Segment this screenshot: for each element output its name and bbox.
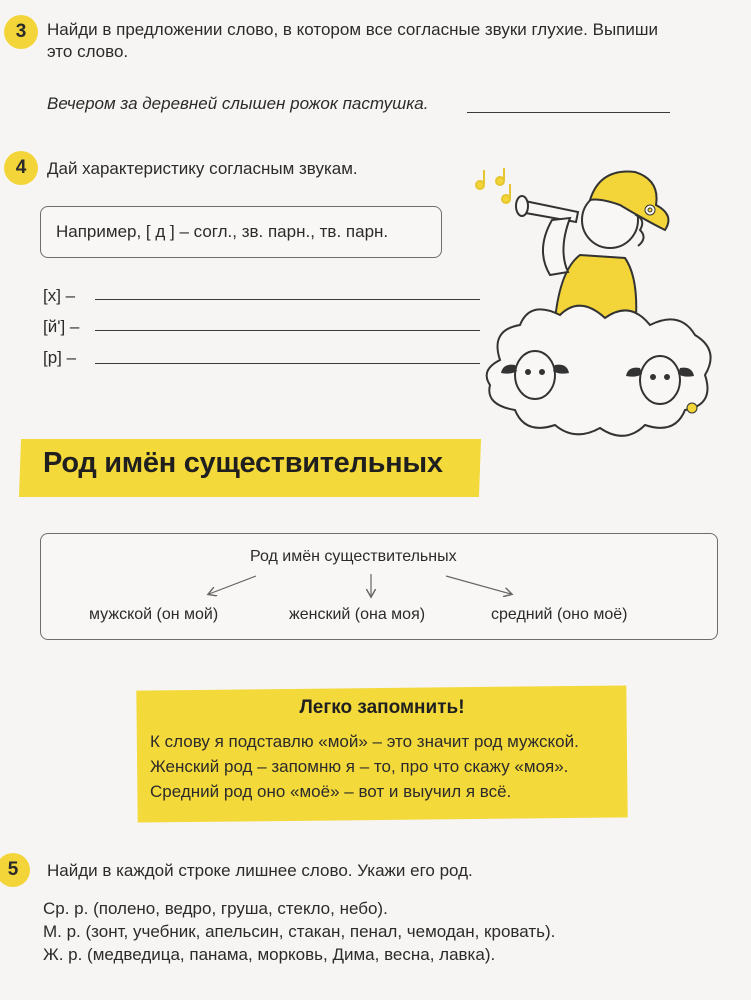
sound-answer-line-j[interactable] bbox=[95, 330, 480, 331]
sound-answer-line-r[interactable] bbox=[95, 363, 480, 364]
rule-line-1: К слову я подставлю «мой» – это значит род мужской. bbox=[150, 732, 579, 751]
diagram-branch-feminine: женский (она моя) bbox=[289, 606, 426, 623]
task-3-instruction bbox=[47, 19, 737, 63]
flower-icon bbox=[645, 205, 655, 215]
music-notes-icon bbox=[476, 168, 510, 203]
sound-label-r: [р] – bbox=[43, 348, 77, 367]
task-5-row-3: Ж. р. (медведица, панама, морковь, Дима, весна, лавка). bbox=[43, 945, 496, 964]
task-3-answer-line[interactable] bbox=[467, 112, 670, 113]
task-5-number: 5 bbox=[0, 853, 30, 887]
shepherd-boy-illustration bbox=[460, 160, 720, 445]
task-5-row-2: М. р. (зонт, учебник, апельсин, стакан, пенал, чемодан, кровать). bbox=[43, 922, 556, 941]
sound-label-j: [й'] – bbox=[43, 317, 80, 336]
task-3-instruction-line2: это слово. bbox=[47, 42, 129, 61]
diagram-root: Род имён существительных bbox=[250, 548, 457, 565]
gender-diagram bbox=[40, 533, 718, 640]
task-4-number: 4 bbox=[4, 151, 38, 185]
diagram-branch-neuter: средний (оно моё) bbox=[491, 606, 628, 623]
sound-answer-line-x[interactable] bbox=[95, 299, 480, 300]
rule-box bbox=[137, 688, 627, 820]
rule-line-3: Средний род оно «моё» – вот и выучил я всё. bbox=[150, 782, 512, 801]
rule-title: Легко запомнить! bbox=[299, 697, 465, 718]
section-title: Род имён существительных bbox=[43, 447, 443, 479]
task-3-number: 3 bbox=[4, 15, 38, 49]
example-box bbox=[40, 206, 442, 258]
task-5-row-1: Ср. р. (полено, ведро, груша, стекло, небо). bbox=[43, 899, 388, 918]
example-text: Например, [ д ] – согл., зв. парн., тв. парн. bbox=[56, 222, 389, 241]
task-3-instruction-line1: Найди в предложении слово, в котором все согласные звуки глухие. Выпиши bbox=[47, 20, 659, 39]
diagram-branch-masculine: мужской (он мой) bbox=[89, 606, 219, 623]
task-5-instruction: Найди в каждой строке лишнее слово. Укажи его род. bbox=[47, 861, 473, 880]
sound-label-x: [х] – bbox=[43, 286, 76, 305]
task-3-sentence: Вечером за деревней слышен рожок пастушка. bbox=[47, 94, 429, 113]
rule-line-2: Женский род – запомню я – то, про что скажу «моя». bbox=[150, 757, 569, 776]
task-4-instruction: Дай характеристику согласным звукам. bbox=[47, 159, 358, 178]
